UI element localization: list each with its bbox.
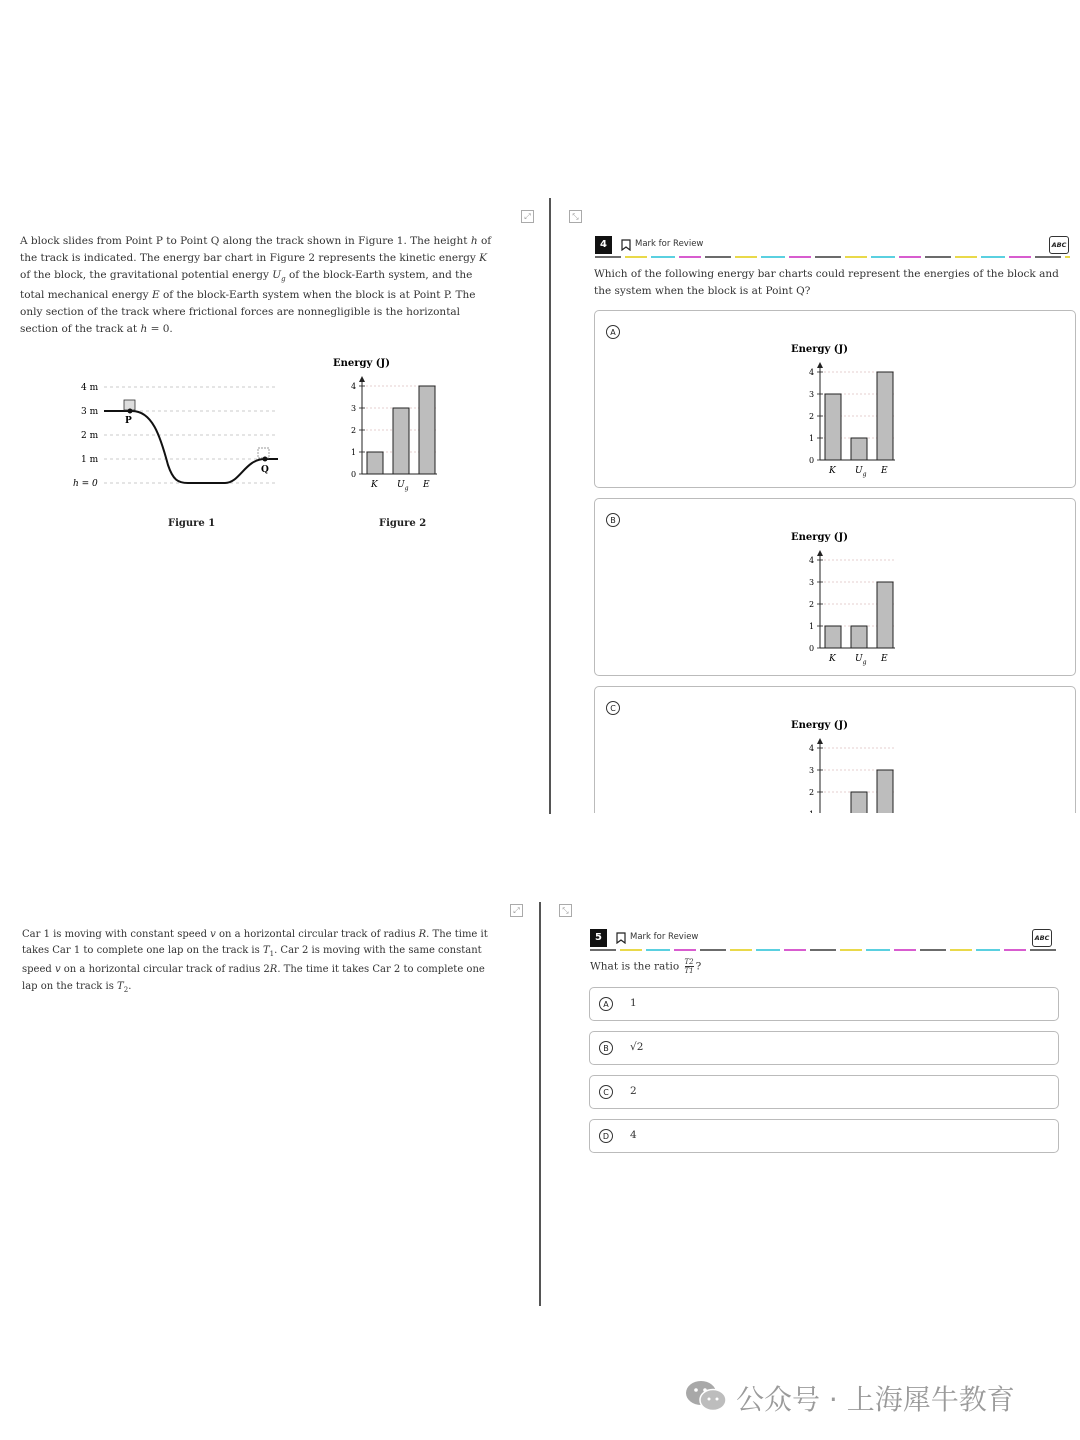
choice-letter-c: C: [599, 1085, 613, 1099]
x-tick-label: $U_g$: [855, 654, 867, 666]
choice-c-value: 2: [630, 1085, 637, 1097]
y-tick-label: 1: [809, 810, 815, 819]
fig1-label-1m: 1 m: [81, 455, 99, 465]
bar-k: [825, 626, 841, 648]
choice-b-energy-bar-chart: [783, 526, 903, 671]
figure2-caption: Figure 2: [379, 518, 427, 529]
choice-b[interactable]: [594, 498, 1076, 676]
choice-a[interactable]: [589, 987, 1059, 1021]
bar-ug: [393, 408, 409, 474]
question-suffix: ?: [695, 960, 702, 973]
collapse-question-icon[interactable]: ⤡: [559, 904, 572, 917]
ratio-numerator: T2: [684, 958, 694, 966]
y-tick-label: 2: [351, 426, 357, 435]
y-tick-label: 1: [809, 434, 815, 443]
choice-c-energy-bar-chart: Energy (J)1234K $U_g$ E: [783, 714, 903, 813]
x-tick-label: K: [371, 480, 378, 490]
fig1-label-4m: 4 m: [81, 383, 99, 393]
choice-a-value: 1: [630, 997, 637, 1009]
y-axis-arrow: [817, 738, 823, 744]
choice-letter-b: B: [606, 513, 620, 527]
choice-a-energy-bar-chart: [783, 338, 903, 483]
y-tick-label: 4: [809, 368, 815, 377]
bar-ug: [851, 792, 867, 813]
bar-e: [877, 582, 893, 648]
bar-ug: [851, 626, 867, 648]
question-number: 5: [590, 929, 607, 947]
y-axis-arrow: [817, 550, 823, 556]
choice-d-value: 4: [630, 1129, 637, 1141]
expand-passage-icon[interactable]: ⤢: [510, 904, 523, 917]
x-tick-label: K: [829, 654, 836, 664]
watermark-text: 公众号 · 上海犀牛教育: [736, 1383, 1015, 1416]
x-tick-label: E: [423, 480, 430, 490]
y-tick-label: 3: [809, 766, 815, 775]
q4-header: [595, 236, 1070, 258]
x-tick-label: $U_g$: [397, 480, 409, 492]
y-tick-label: 0: [809, 456, 815, 465]
header-divider: [590, 949, 1060, 951]
y-tick-label: 0: [809, 644, 815, 653]
bar-k: [825, 394, 841, 460]
fig1-point-p: P: [125, 416, 132, 426]
choice-c[interactable]: [594, 686, 1076, 854]
x-tick-label: K: [829, 466, 836, 476]
y-axis-arrow: [817, 362, 823, 368]
y-tick-label: 2: [809, 788, 815, 797]
q4-choices-scroll-area[interactable]: [590, 305, 1080, 854]
x-tick-label: E: [881, 466, 888, 476]
answer-eliminator-icon[interactable]: ABC: [1032, 929, 1052, 947]
y-tick-label: 2: [809, 412, 815, 421]
q5-header: [590, 929, 1060, 951]
choice-letter-b: B: [599, 1041, 613, 1055]
choice-a[interactable]: [594, 310, 1076, 488]
bookmark-icon[interactable]: [616, 932, 626, 944]
y-tick-label: 1: [351, 448, 357, 457]
fig1-label-h0: h = 0: [73, 479, 98, 489]
choice-letter-d: D: [599, 1129, 613, 1143]
q4-passage: A block slides from Point P to Point Q along the track shown in Figure 1. The height h of the track is indicated. The energy bar chart in Figure 2 represents the kinetic energy K of the block, the gravitational potential energy $U_g$ of the block-Earth system, and the total mechanical energy E of the block-Earth system when the block is at Point P. The only section of the track where frictional forces are nonnegligible is the horizontal section of the track at h = 0.: [20, 235, 492, 336]
answer-eliminator-icon[interactable]: ABC: [1049, 236, 1069, 254]
chart-title: Energy (J): [333, 358, 391, 369]
choice-c[interactable]: [589, 1075, 1059, 1109]
ratio-fraction: [685, 958, 694, 975]
choice-d[interactable]: [589, 1119, 1059, 1153]
choice-letter-a: A: [599, 997, 613, 1011]
figure1-track-diagram: [60, 375, 290, 500]
y-tick-label: 0: [351, 470, 357, 479]
chart-title: Energy (J): [791, 532, 849, 543]
bar-e: [877, 372, 893, 460]
choice-letter-c: C: [606, 701, 620, 715]
figure2-energy-bar-chart: [325, 352, 445, 497]
choice-b-value: √2: [630, 1041, 644, 1053]
chart-title: Energy (J): [791, 720, 849, 731]
fig1-label-3m: 3 m: [81, 407, 99, 417]
q4-question-text: Which of the following energy bar charts could represent the energies of the block and the system when the block is at Point Q?: [594, 268, 1059, 297]
bookmark-icon[interactable]: [621, 239, 631, 251]
choice-letter-a: A: [606, 325, 620, 339]
y-tick-label: 3: [351, 404, 357, 413]
fig1-point-q: Q: [261, 465, 269, 475]
question-prefix: What is the ratio: [590, 960, 680, 973]
header-divider: [595, 256, 1070, 258]
bar-e: [877, 770, 893, 813]
y-tick-label: 3: [809, 390, 815, 399]
x-tick-label: $U_g$: [855, 466, 867, 478]
bar-k: [367, 452, 383, 474]
y-tick-label: 4: [351, 382, 357, 391]
y-tick-label: 3: [809, 578, 815, 587]
fig1-label-2m: 2 m: [81, 431, 99, 441]
wechat-logo-icon: [684, 1378, 728, 1414]
y-tick-label: 4: [809, 556, 815, 565]
y-tick-label: 1: [809, 622, 815, 631]
q4-panel-divider[interactable]: [549, 198, 551, 814]
y-tick-label: 4: [809, 744, 815, 753]
collapse-question-icon[interactable]: ⤡: [569, 210, 582, 223]
y-axis-arrow: [359, 376, 365, 382]
mark-for-review-button[interactable]: Mark for Review: [630, 932, 699, 942]
q5-passage: Car 1 is moving with constant speed v on a horizontal circular track of radius R. The time it takes Car 1 to complete one lap on the track is $T_1$. Car 2 is moving with the same constant speed v on a horizontal circular track of radius 2R. The time it takes Car 2 to complete one lap on the track is $T_2$.: [22, 929, 488, 994]
figure1-caption: Figure 1: [168, 518, 216, 529]
chart-title: Energy (J): [791, 344, 849, 355]
q5-question-text: [590, 958, 1060, 976]
mark-for-review-button[interactable]: Mark for Review: [635, 239, 704, 249]
y-tick-label: 2: [809, 600, 815, 609]
ratio-denominator: T1: [684, 967, 694, 975]
question-number: 4: [595, 236, 612, 254]
choice-b[interactable]: [589, 1031, 1059, 1065]
bar-ug: [851, 438, 867, 460]
x-tick-label: E: [881, 654, 888, 664]
expand-passage-icon[interactable]: ⤢: [521, 210, 534, 223]
q5-panel-divider[interactable]: [539, 902, 541, 1306]
bar-e: [419, 386, 435, 474]
